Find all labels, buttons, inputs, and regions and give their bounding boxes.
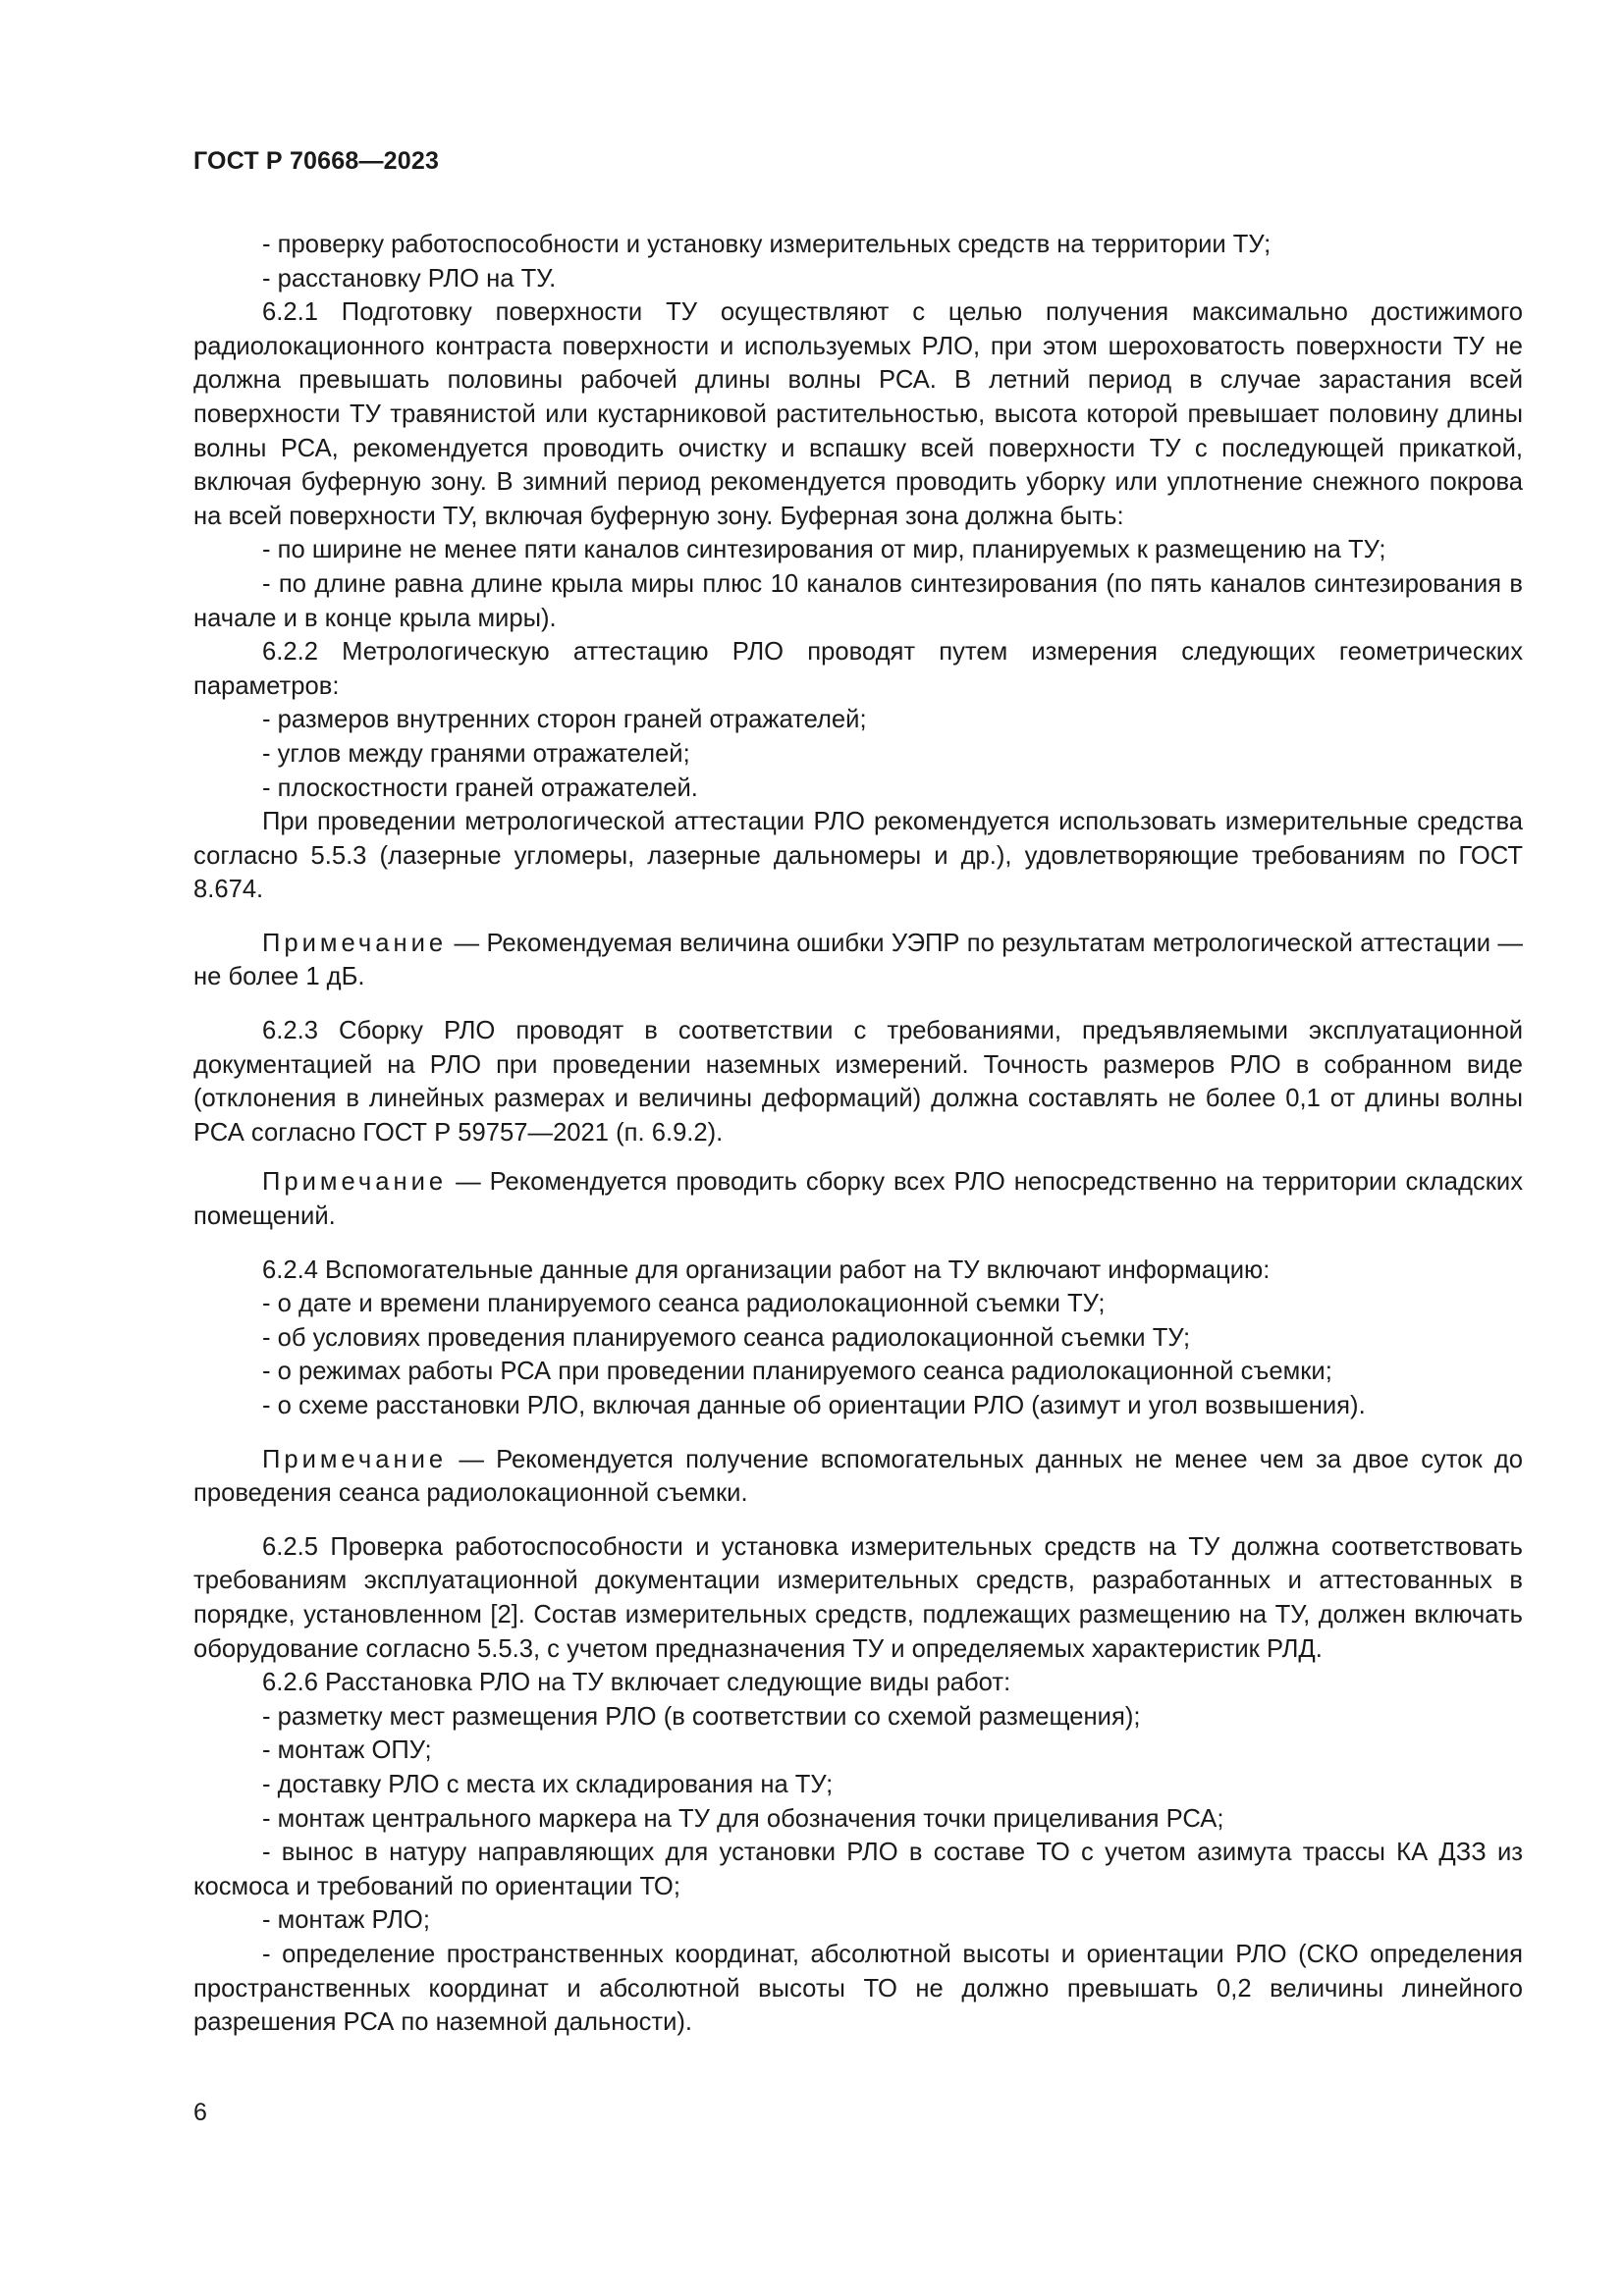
list-item: - монтаж ОПУ; (262, 1736, 432, 1765)
clause-6-2-1: 6.2.1 Подготовку поверхности ТУ осуществляют с целью получения максимально достижимого радиолокационного контраста поверхности и используемых РЛО, при этом шероховатость поверхности ТУ не должна превышать половины рабочей длины волны РСА. В летний период в случае зарастания всей поверхности ТУ травянистой или кустарниковой растительностью, высота которой превышает половину длины волны РСА, рекомендуется проводить очистку и вспашку всей поверхности ТУ с последующей прикаткой, включая буферную зону. В зимний период рекомендуется проводить уборку или уплотнение снежного покрова на всей поверхности ТУ, включая буферную зону. Буферная зона должна быть: (193, 298, 1523, 530)
clause-6-2-5: 6.2.5 Проверка работоспособности и установка измерительных средств на ТУ должна соответствовать требованиям эксплуатационной документации измерительных средств, разработанных и аттестованных в порядке, установленном [2]. Состав измерительных средств, подлежащих размещению на ТУ, должен включать оборудование согласно 5.5.3, с учетом предназначения ТУ и определяемых характеристик РЛД. (193, 1532, 1523, 1663)
list-item: - по длине равна длине крыла миры плюс 10 каналов синтезирования (по пять каналов синтезирования в начале и в конце крыла миры). (193, 569, 1523, 632)
page-number: 6 (193, 2099, 207, 2126)
clause-6-2-2-paragraph: При проведении метрологической аттестации РЛО рекомендуется использовать измерительные средства согласно 5.5.3 (лазерные угломеры, лазерные дальномеры и др.), удовлетворяющие требованиям по ГОСТ 8.674. (193, 808, 1523, 904)
list-item: - о схеме расстановки РЛО, включая данные об ориентации РЛО (азимут и угол возвышения). (262, 1392, 1366, 1419)
note-text: — Рекомендуется получение вспомогательных данных не менее чем за двое суток до проведения сеанса радиолокационной съемки. (193, 1445, 1523, 1508)
note-text: — Рекомендуемая величина ошибки УЭПР по результатам метрологической аттестации — не более 1 дБ. (193, 929, 1523, 991)
note-1 (193, 927, 1523, 994)
note-label: Примечание (262, 1445, 448, 1473)
list-item: - размеров внутренних сторон граней отражателей; (262, 706, 867, 734)
list-item: - разметку мест размещения РЛО (в соответствии со схемой размещения); (262, 1702, 1141, 1731)
list-item: - плоскостности граней отражателей. (262, 774, 698, 802)
list-item: - углов между гранями отражателей; (262, 739, 690, 768)
list-item: - монтаж центрального маркера на ТУ для обозначения точки прицеливания РСА; (262, 1804, 1224, 1833)
clause-6-2-4: 6.2.4 Вспомогательные данные для организации работ на ТУ включают информацию: (262, 1255, 1271, 1284)
list-item: - расстановку РЛО на ТУ. (262, 264, 557, 293)
list-item: - вынос в натуру направляющих для установки РЛО в составе ТО с учетом азимута трассы КА ДЗЗ из космоса и требований по ориентации ТО; (193, 1839, 1523, 1900)
clause-6-2-3: 6.2.3 Сборку РЛО проводят в соответствии с требованиями, предъявляемыми эксплуатационной документацией на РЛО при проведении наземных измерений. Точность размеров РЛО в собранном виде (отклонения в линейных размерах и величины деформаций) должна составлять не более 0,1 от длины волны РСА согласно ГОСТ Р 59757—2021 (п. 6.9.2). (193, 1017, 1523, 1147)
list-item: - об условиях проведения планируемого сеанса радиолокационной съемки ТУ; (262, 1323, 1191, 1352)
list-item: - монтаж РЛО; (262, 1906, 430, 1935)
note-2 (193, 1165, 1523, 1233)
list-item: - о дате и времени планируемого сеанса радиолокационной съемки ТУ; (262, 1290, 1106, 1318)
clause-6-2-6: 6.2.6 Расстановка РЛО на ТУ включает следующие виды работ: (262, 1669, 1011, 1697)
list-item: - по ширине не менее пяти каналов синтезирования от мир, планируемых к размещению на ТУ; (262, 536, 1386, 564)
note-3 (193, 1443, 1523, 1511)
clause-6-2-2: 6.2.2 Метрологическую аттестацию РЛО проводят путем измерения следующих геометрических параметров: (193, 638, 1523, 700)
note-label: Примечание (262, 929, 448, 957)
list-item: - о режимах работы РСА при проведении планируемого сеанса радиолокационной съемки; (262, 1358, 1332, 1386)
list-item: - определение пространственных координат, абсолютной высоты и ориентации РЛО (СКО определения пространственных координат и абсолютной высоты ТО не должно превышать 0,2 величины линейного разрешения РСА по наземной дальности). (193, 1940, 1523, 2037)
note-label: Примечание (262, 1168, 448, 1197)
document-body (193, 228, 1523, 2040)
standard-header: ГОСТ Р 70668—2023 (193, 147, 440, 175)
list-item: - доставку РЛО с места их складирования на ТУ; (262, 1770, 834, 1798)
note-text: — Рекомендуется проводить сборку всех РЛО непосредственно на территории складских помещений. (193, 1168, 1523, 1231)
list-item: - проверку работоспособности и установку измерительных средств на территории ТУ; (262, 231, 1272, 258)
